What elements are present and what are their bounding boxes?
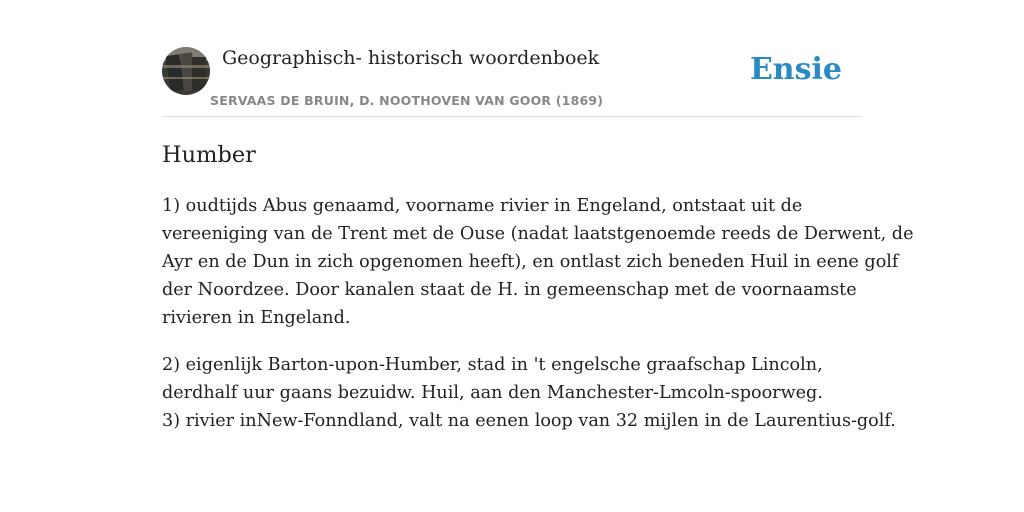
book-title-link[interactable]: Geographisch- historisch woordenboek <box>222 47 600 69</box>
definition-paragraph <box>162 351 896 435</box>
definition-line: vereeniging van de Trent met de Ouse (nadat laatstgenoemde reeds de Derwent, de <box>162 224 914 244</box>
definition-line: derdhalf uur gaans bezuidw. Huil, aan den Manchester-Lmcoln-spoorweg. <box>162 383 823 403</box>
book-cover-avatar[interactable] <box>162 47 210 95</box>
book-authors: SERVAAS DE BRUIN, D. NOOTHOVEN VAN GOOR (1869) <box>210 93 604 108</box>
definition-line: 1) oudtijds Abus genaamd, voorname rivier in Engeland, ontstaat uit de <box>162 196 803 216</box>
page-container <box>162 0 914 431</box>
definition-line: 2) eigenlijk Barton-upon-Humber, stad in 't engelsche graafschap Lincoln, <box>162 355 823 375</box>
definition-line: 3) rivier inNew-Fonndland, valt na eenen loop van 32 mijlen in de Laurentius-golf. <box>162 411 896 431</box>
definition-paragraph <box>162 192 914 332</box>
ensie-logo-link[interactable]: Ensie <box>749 52 842 87</box>
entry-definition <box>162 192 914 454</box>
definition-line: der Noordzee. Door kanalen staat de H. in gemeenschap met de voornaamste <box>162 280 857 300</box>
book-header <box>162 0 862 117</box>
definition-line: rivieren in Engeland. <box>162 308 351 328</box>
definition-line: Ayr en de Dun in zich opgenomen heeft), en ontlast zich beneden Huil in eene golf <box>162 252 899 272</box>
entry-term: Humber <box>162 142 256 168</box>
